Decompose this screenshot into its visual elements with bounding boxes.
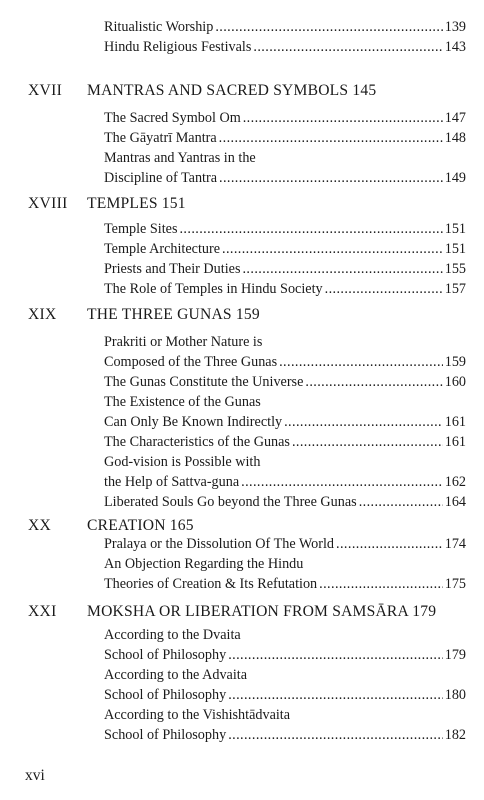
entry-title: The Characteristics of the Gunas xyxy=(104,434,290,450)
entry-title-line: According to the Dvaita xyxy=(104,627,241,643)
toc-entry xyxy=(104,219,466,239)
chapter-number: XIX xyxy=(28,306,57,323)
entry-page: 162 xyxy=(444,474,466,490)
dot-leader xyxy=(279,352,443,372)
toc-entry xyxy=(104,352,466,372)
entry-title: School of Philosophy xyxy=(104,647,227,663)
dot-leader xyxy=(219,168,443,188)
dot-leader xyxy=(336,534,443,554)
toc-entry xyxy=(104,168,466,188)
dot-leader xyxy=(219,128,443,148)
chapter-title: MOKSHA OR LIBERATION FROM SAMSĀRA 179 xyxy=(87,603,437,620)
toc-entry xyxy=(104,685,466,705)
entry-title: Priests and Their Duties xyxy=(104,261,241,277)
entry-page: 161 xyxy=(444,434,466,450)
entry-title-line: According to the Advaita xyxy=(104,667,248,683)
dot-leader xyxy=(228,685,443,705)
entry-page: 148 xyxy=(444,130,466,146)
toc-entry xyxy=(104,128,466,148)
entry-title-line: An Objection Regarding the Hindu xyxy=(104,556,304,572)
toc-entry xyxy=(104,574,466,594)
chapter-title: CREATION 165 xyxy=(87,517,194,534)
toc-entry xyxy=(104,645,466,665)
dot-leader xyxy=(325,279,443,299)
toc-entry xyxy=(104,492,466,512)
toc-entry xyxy=(104,239,466,259)
entry-title: The Role of Temples in Hindu Society xyxy=(104,281,323,297)
dot-leader xyxy=(292,432,443,452)
entry-page: 147 xyxy=(444,110,466,126)
entry-page: 175 xyxy=(444,576,466,592)
dot-leader xyxy=(253,37,442,57)
entry-page: 174 xyxy=(444,536,466,552)
entry-title: The Gunas Constitute the Universe xyxy=(104,374,304,390)
dot-leader xyxy=(228,645,443,665)
entry-page: 160 xyxy=(444,374,466,390)
entry-page: 151 xyxy=(444,221,466,237)
toc-entry xyxy=(104,17,466,37)
toc-entry xyxy=(104,259,466,279)
entry-title-line: Mantras and Yantras in the xyxy=(104,150,256,166)
dot-leader xyxy=(228,725,443,745)
toc-entry xyxy=(104,412,466,432)
toc-entry xyxy=(104,279,466,299)
dot-leader xyxy=(242,259,442,279)
entry-page: 155 xyxy=(444,261,466,277)
chapter-title: THE THREE GUNAS 159 xyxy=(87,306,260,323)
toc-entry xyxy=(104,534,466,554)
chapter-number: XXI xyxy=(28,603,57,620)
dot-leader xyxy=(284,412,443,432)
entry-title: The Gāyatrī Mantra xyxy=(104,130,217,146)
toc-entry xyxy=(104,432,466,452)
entry-page: 179 xyxy=(444,647,466,663)
entry-title-line: Prakriti or Mother Nature is xyxy=(104,334,263,350)
dot-leader xyxy=(241,472,443,492)
entry-title: The Sacred Symbol Om xyxy=(104,110,241,126)
entry-page: 180 xyxy=(444,687,466,703)
entry-title: Can Only Be Known Indirectly xyxy=(104,414,283,430)
entry-page: 159 xyxy=(444,354,466,370)
entry-page: 164 xyxy=(444,494,466,510)
entry-page: 139 xyxy=(444,19,466,35)
entry-page: 157 xyxy=(444,281,466,297)
dot-leader xyxy=(222,239,443,259)
entry-title: Ritualistic Worship xyxy=(104,19,214,35)
entry-page: 182 xyxy=(444,727,466,743)
chapter-title: TEMPLES 151 xyxy=(87,195,186,212)
entry-title: Pralaya or the Dissolution Of The World xyxy=(104,536,335,552)
entry-title: Theories of Creation & Its Refutation xyxy=(104,576,318,592)
entry-title: Liberated Souls Go beyond the Three Gunas xyxy=(104,494,357,510)
toc-entry xyxy=(104,372,466,392)
entry-title: Discipline of Tantra xyxy=(104,170,218,186)
toc-entry xyxy=(104,725,466,745)
dot-leader xyxy=(359,492,443,512)
chapter-title: MANTRAS AND SACRED SYMBOLS 145 xyxy=(87,82,377,99)
dot-leader xyxy=(319,574,443,594)
entry-page: 149 xyxy=(444,170,466,186)
entry-title: School of Philosophy xyxy=(104,687,227,703)
entry-page: 143 xyxy=(444,39,466,55)
dot-leader xyxy=(215,17,442,37)
entry-title: School of Philosophy xyxy=(104,727,227,743)
entry-title: the Help of Sattva-guna xyxy=(104,474,240,490)
entry-title: Hindu Religious Festivals xyxy=(104,39,252,55)
entry-title: Composed of the Three Gunas xyxy=(104,354,278,370)
entry-title: Temple Sites xyxy=(104,221,178,237)
toc-entry xyxy=(104,37,466,57)
entry-title-line: God-vision is Possible with xyxy=(104,454,261,470)
chapter-number: XVIII xyxy=(28,195,68,212)
chapter-number: XVII xyxy=(28,82,63,99)
page-folio: xvi xyxy=(25,767,45,784)
entry-page: 151 xyxy=(444,241,466,257)
dot-leader xyxy=(305,372,442,392)
chapter-number: XX xyxy=(28,517,52,534)
entry-title-line: The Existence of the Gunas xyxy=(104,394,261,410)
entry-title-line: According to the Vishishtādvaita xyxy=(104,707,291,723)
toc-entry xyxy=(104,108,466,128)
entry-page: 161 xyxy=(444,414,466,430)
dot-leader xyxy=(179,219,442,239)
toc-entry xyxy=(104,472,466,492)
entry-title: Temple Architecture xyxy=(104,241,220,257)
dot-leader xyxy=(243,108,443,128)
